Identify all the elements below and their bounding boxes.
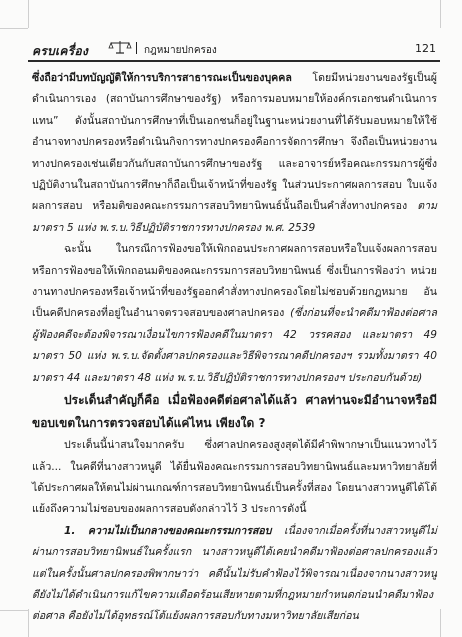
text-run: 1. ความไม่เป็นกลางของคณะกรรมการสอบ: [64, 524, 284, 537]
crop-mark: [0, 28, 28, 29]
text-run: ตามมาตรา 5 แห่ง พ.ร.บ.วิธีปฏิบัติราชการทางปกครอง พ.ศ. 2539: [32, 200, 437, 234]
crop-mark: [28, 0, 29, 28]
header-rule: [28, 60, 440, 62]
scales-of-justice-icon: [108, 40, 132, 54]
question-paragraph: [32, 389, 437, 435]
paragraph: [32, 521, 437, 628]
text-run: ประเด็นสำคัญก็คือ เมื่อฟ้องคดีต่อศาลได้แล้ว ศาลท่านจะมีอำนาจหรือมีขอบเขตในการตรวจสอบได้แค่ไหน เพียงใด ?: [32, 393, 437, 431]
paragraph: [32, 239, 437, 389]
text-run: (ซึ่งก่อนที่จะนำคดีมาฟ้องต่อศาล ผู้ฟ้องคดีจะต้องพิจารณาเงื่อนไขการฟ้องคดีในมาตรา 42 วรรคสอง และมาตรา 49 มาตรา 50 แห่ง พ.ร.บ.จัดตั้งศาลปกครองและวิธีพิจารณาคดีปกครองฯ รวมทั้งมาตรา 40 มาตรา 44 และมาตรา 48 แห่ง พ.ร.บ.วิธีปฏิบัติราชการทางปกครองฯ ประกอบกันด้วย): [32, 307, 437, 384]
body-text: [32, 68, 437, 628]
paragraph: [32, 435, 437, 521]
crop-mark: [440, 609, 441, 637]
book-brand: ครบเครื่อง: [32, 44, 89, 58]
paragraph: [32, 68, 437, 239]
crop-mark: [0, 610, 28, 611]
text-run: เนื่องจากเมื่อครั้งที่นางสาวหนูดีไม่ผ่านการสอบวิทยานิพนธ์ในครั้งแรก นางสาวหนูดีได้เคยนำคดีมาฟ้องต่อศาลปกครองแล้ว แต่ในครั้งนั้นศาลปกครองพิพากษาว่า คดีนั้นไม่รับคำฟ้องไว้พิจารณาเนื่องจากนางสาวหนูดียังไม่ได้ดำเนินการแก้ไขความเดือดร้อนเสียหายตามที่กฎหมายกำหนดก่อนนำคดีมาฟ้องต่อศาล คือยังไม่ได้อุทธรณ์โต้แย้งผลการสอบกับทางมหาวิทยาลัยเสียก่อน: [32, 524, 437, 623]
crop-mark: [440, 0, 441, 28]
running-header: [28, 38, 438, 60]
text-run: ซึ่งถือว่ามีบทบัญญัติให้การบริการสาธารณะเป็นของบุคคล: [32, 72, 313, 84]
header-divider: [136, 42, 137, 54]
section-title: กฎหมายปกครอง: [144, 45, 217, 56]
page-number: 121: [415, 42, 436, 55]
text-run: โดยมีหน่วยงานของรัฐเป็นผู้ดำเนินการเอง (สถาบันการศึกษาของรัฐ) หรือการมอบหมายให้องค์กรเอกชนดำเนินการแทน” ดังนั้นสถาบันการศึกษาที่เป็นเอกชนก็อยู่ในฐานะหน่วยงานที่ได้รับมอบหมายให้ใช้อำนาจทางปกครองหรือดำเนินกิจการทางปกครองคือการจัดการศึกษา จึงถือเป็นหน่วยงานทางปกครองเช่นเดียวกันกับสถาบันการศึกษาของรัฐ และอาจารย์หรือคณะกรรมการผู้ซึ่งปฏิบัติงานในสถาบันการศึกษาก็ถือเป็นเจ้าหน้าที่ของรัฐ ในส่วนประกาศผลการสอบ ใบแจ้งผลการสอบ หรือมติของคณะกรรมการสอบวิทยานิพนธ์นั้นถือเป็นคำสั่งทางปกครอง: [32, 72, 437, 213]
crop-mark: [28, 609, 29, 637]
text-run: ประเด็นนี้น่าสนใจมากครับ ซึ่งศาลปกครองสูงสุดได้มีคำพิพากษาเป็นแนวทางไว้แล้ว... ในคดีที่นางสาวหนูดี ได้ยื่นฟ้องคณะกรรมการสอบวิทยานิพนธ์และมหาวิทยาลัยที่ได้ประกาศผลให้ตนไม่ผ่านเกณฑ์การสอบวิทยานิพนธ์เป็นครั้งที่สอง โดยนางสาวหนูดีได้โต้แย้งถึงความไม่ชอบของผลการสอบดังกล่าวไว้ 3 ประการดังนี้: [32, 439, 437, 516]
text-run: ฉะนั้น ในกรณีการฟ้องขอให้เพิกถอนประกาศผลการสอบหรือใบแจ้งผลการสอบ หรือการฟ้องขอให้เพิกถอนมติของคณะกรรมการสอบวิทยานิพนธ์ ซึ่งเป็นการฟ้องว่า หน่วยงานทางปกครองหรือเจ้าหน้าที่ของรัฐออกคำสั่งทางปกครองโดยไม่ชอบด้วยกฎหมาย อันเป็นคดีปกครองที่อยู่ในอำนาจตรวจสอบของศาลปกครอง: [32, 243, 437, 320]
